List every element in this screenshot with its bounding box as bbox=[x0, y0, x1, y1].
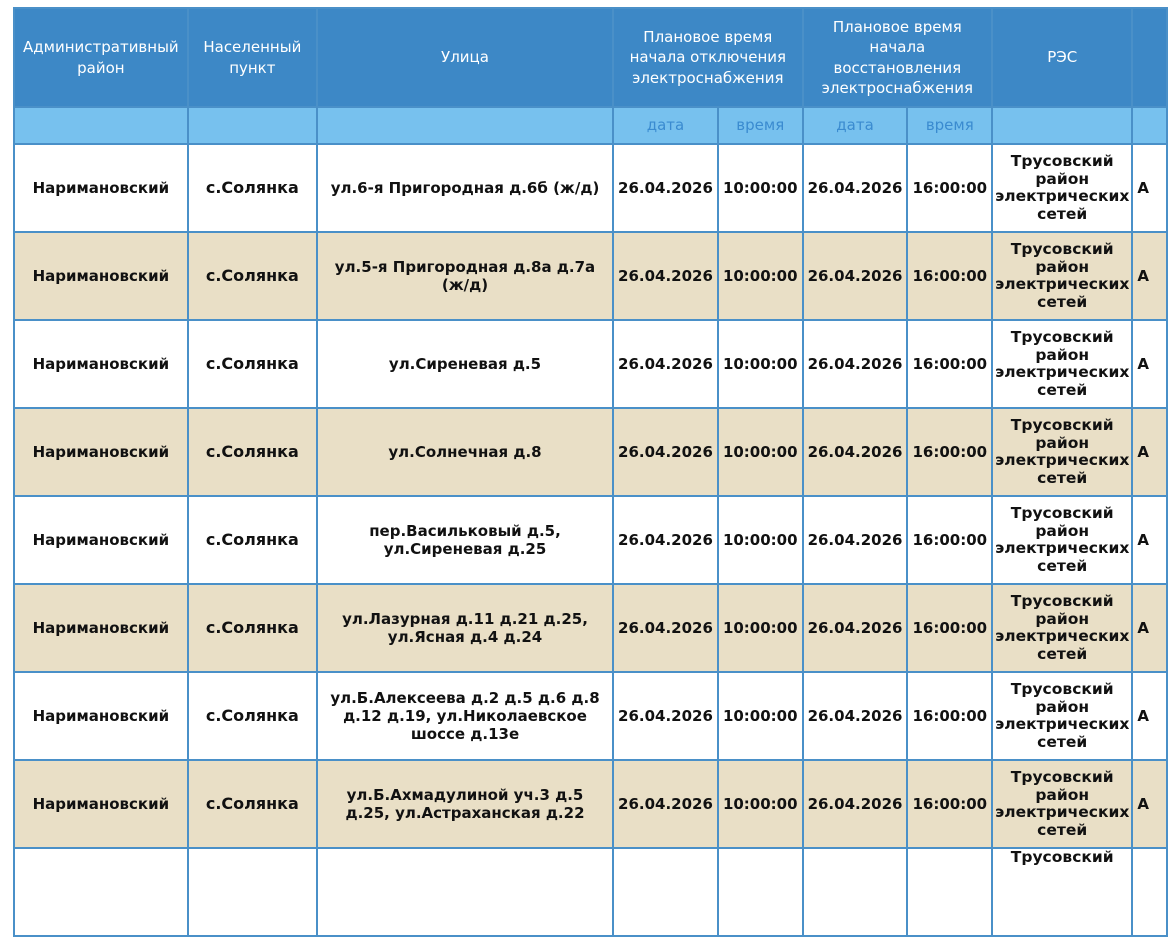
outage-table-wrapper bbox=[13, 7, 1168, 937]
cell-extra: А bbox=[1132, 232, 1167, 320]
cell-off-date: 26.04.2026 bbox=[613, 144, 718, 232]
cell-district: Наримановский bbox=[14, 496, 188, 584]
cell-district: Наримановский bbox=[14, 320, 188, 408]
cell-off-time: 10:00:00 bbox=[718, 408, 803, 496]
cell-extra: А bbox=[1132, 672, 1167, 760]
cell-district: Наримановский bbox=[14, 760, 188, 848]
cell-off-date: 26.04.2026 bbox=[613, 672, 718, 760]
cell-on-date: 26.04.2026 bbox=[803, 408, 908, 496]
cell-off-time: 10:00:00 bbox=[718, 496, 803, 584]
cell-off-time bbox=[718, 848, 803, 936]
cell-extra bbox=[1132, 848, 1167, 936]
table-row bbox=[14, 760, 1167, 848]
subheader-empty bbox=[188, 107, 317, 144]
cell-district: Наримановский bbox=[14, 408, 188, 496]
outage-schedule-table bbox=[13, 7, 1168, 937]
subheader-time: время bbox=[718, 107, 803, 144]
cell-off-date: 26.04.2026 bbox=[613, 232, 718, 320]
table-header-row bbox=[14, 8, 1167, 107]
cell-on-date bbox=[803, 848, 908, 936]
table-row bbox=[14, 584, 1167, 672]
header-restore-start: Плановое время начала восстановления электроснабжения bbox=[803, 8, 993, 107]
cell-settlement: с.Солянка bbox=[188, 232, 317, 320]
subheader-empty bbox=[14, 107, 188, 144]
cell-settlement: с.Солянка bbox=[188, 496, 317, 584]
cell-off-time: 10:00:00 bbox=[718, 144, 803, 232]
cell-settlement: с.Солянка bbox=[188, 584, 317, 672]
subheader-time: время bbox=[907, 107, 992, 144]
cell-off-date: 26.04.2026 bbox=[613, 320, 718, 408]
cell-on-time bbox=[907, 848, 992, 936]
cell-district: Наримановский bbox=[14, 144, 188, 232]
table-row bbox=[14, 496, 1167, 584]
cell-settlement: с.Солянка bbox=[188, 144, 317, 232]
cell-off-time: 10:00:00 bbox=[718, 760, 803, 848]
cell-street bbox=[317, 848, 613, 936]
cell-settlement: с.Солянка bbox=[188, 320, 317, 408]
cell-on-date: 26.04.2026 bbox=[803, 320, 908, 408]
cell-off-date: 26.04.2026 bbox=[613, 760, 718, 848]
header-extra bbox=[1132, 8, 1167, 107]
cell-off-date: 26.04.2026 bbox=[613, 584, 718, 672]
cell-street: ул.Б.Алексеева д.2 д.5 д.6 д.8 д.12 д.19, ул.Николаевское шоссе д.13е bbox=[317, 672, 613, 760]
cell-off-date: 26.04.2026 bbox=[613, 496, 718, 584]
cell-res: Трусовский район электрических сетей bbox=[992, 672, 1132, 760]
cell-off-time: 10:00:00 bbox=[718, 320, 803, 408]
subheader-date: дата bbox=[613, 107, 718, 144]
subheader-empty bbox=[992, 107, 1132, 144]
cell-street: ул.Сиреневая д.5 bbox=[317, 320, 613, 408]
header-district: Административный район bbox=[14, 8, 188, 107]
cell-settlement: с.Солянка bbox=[188, 408, 317, 496]
header-settlement: Населенный пункт bbox=[188, 8, 317, 107]
cell-on-date: 26.04.2026 bbox=[803, 496, 908, 584]
cell-extra: А bbox=[1132, 144, 1167, 232]
cell-off-time: 10:00:00 bbox=[718, 232, 803, 320]
cell-off-time: 10:00:00 bbox=[718, 584, 803, 672]
cell-off-date: 26.04.2026 bbox=[613, 408, 718, 496]
cell-district: Наримановский bbox=[14, 232, 188, 320]
table-row bbox=[14, 672, 1167, 760]
cell-on-time: 16:00:00 bbox=[907, 496, 992, 584]
cell-extra: А bbox=[1132, 760, 1167, 848]
cell-on-time: 16:00:00 bbox=[907, 760, 992, 848]
cell-on-date: 26.04.2026 bbox=[803, 144, 908, 232]
table-row bbox=[14, 408, 1167, 496]
cell-on-time: 16:00:00 bbox=[907, 144, 992, 232]
cell-street: пер.Васильковый д.5, ул.Сиреневая д.25 bbox=[317, 496, 613, 584]
subheader-empty bbox=[317, 107, 613, 144]
table-row bbox=[14, 848, 1167, 936]
subheader-empty bbox=[1132, 107, 1167, 144]
cell-res: Трусовский район электрических сетей bbox=[992, 496, 1132, 584]
cell-settlement: с.Солянка bbox=[188, 672, 317, 760]
cell-street: ул.Солнечная д.8 bbox=[317, 408, 613, 496]
cell-street: ул.5-я Пригородная д.8а д.7а (ж/д) bbox=[317, 232, 613, 320]
cell-street: ул.6-я Пригородная д.6б (ж/д) bbox=[317, 144, 613, 232]
cell-on-time: 16:00:00 bbox=[907, 232, 992, 320]
cell-on-time: 16:00:00 bbox=[907, 320, 992, 408]
table-row bbox=[14, 144, 1167, 232]
cell-street: ул.Лазурная д.11 д.21 д.25, ул.Ясная д.4 д.24 bbox=[317, 584, 613, 672]
cell-district: Наримановский bbox=[14, 584, 188, 672]
cell-on-date: 26.04.2026 bbox=[803, 232, 908, 320]
header-off-start: Плановое время начала отключения электроснабжения bbox=[613, 8, 803, 107]
cell-on-time: 16:00:00 bbox=[907, 408, 992, 496]
header-street: Улица bbox=[317, 8, 613, 107]
cell-res: Трусовский район электрических сетей bbox=[992, 760, 1132, 848]
cell-district bbox=[14, 848, 188, 936]
cell-res: Трусовский район электрических сетей bbox=[992, 232, 1132, 320]
cell-on-time: 16:00:00 bbox=[907, 584, 992, 672]
cell-off-date bbox=[613, 848, 718, 936]
cell-res: Трусовский район электрических сетей bbox=[992, 408, 1132, 496]
cell-res: Трусовский bbox=[992, 848, 1132, 936]
cell-res: Трусовский район электрических сетей bbox=[992, 320, 1132, 408]
cell-on-date: 26.04.2026 bbox=[803, 760, 908, 848]
cell-off-time: 10:00:00 bbox=[718, 672, 803, 760]
cell-res: Трусовский район электрических сетей bbox=[992, 584, 1132, 672]
cell-settlement: с.Солянка bbox=[188, 760, 317, 848]
cell-extra: А bbox=[1132, 408, 1167, 496]
cell-on-date: 26.04.2026 bbox=[803, 584, 908, 672]
table-subheader-row bbox=[14, 107, 1167, 144]
cell-street: ул.Б.Ахмадулиной уч.3 д.5 д.25, ул.Астраханская д.22 bbox=[317, 760, 613, 848]
table-row bbox=[14, 320, 1167, 408]
header-res: РЭС bbox=[992, 8, 1132, 107]
cell-settlement bbox=[188, 848, 317, 936]
cell-on-time: 16:00:00 bbox=[907, 672, 992, 760]
cell-extra: А bbox=[1132, 584, 1167, 672]
cell-district: Наримановский bbox=[14, 672, 188, 760]
subheader-date: дата bbox=[803, 107, 908, 144]
cell-res: Трусовский район электрических сетей bbox=[992, 144, 1132, 232]
cell-extra: А bbox=[1132, 320, 1167, 408]
table-row bbox=[14, 232, 1167, 320]
cell-on-date: 26.04.2026 bbox=[803, 672, 908, 760]
cell-extra: А bbox=[1132, 496, 1167, 584]
